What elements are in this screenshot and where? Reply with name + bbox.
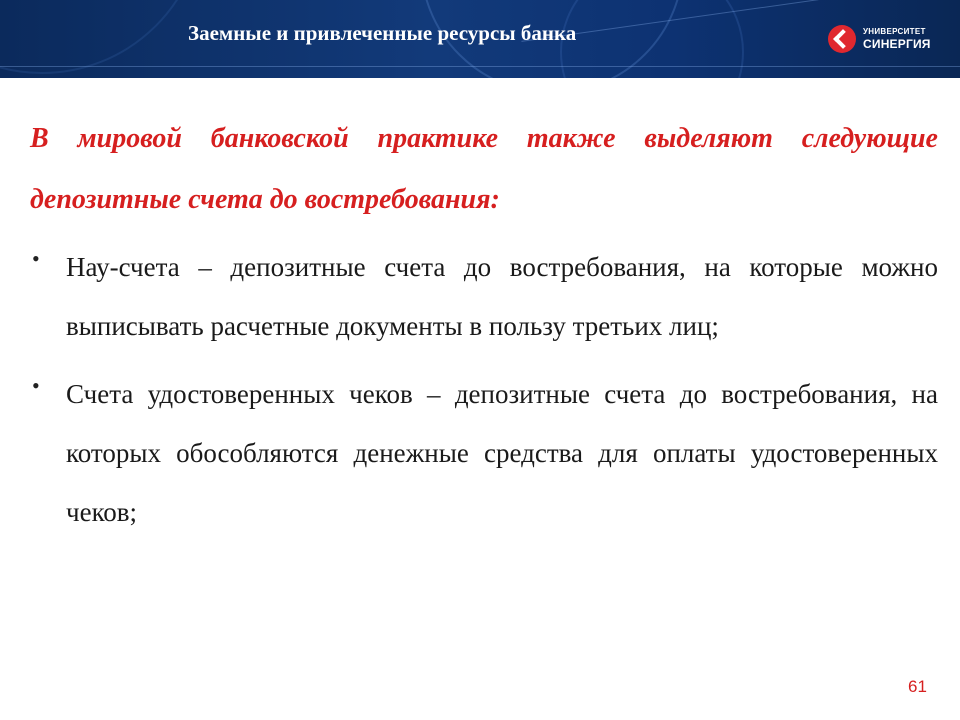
page-number: 61	[908, 677, 927, 696]
slide-body	[30, 108, 938, 551]
slide-title: Заемные и привлеченные ресурсы банка	[188, 21, 577, 45]
decorative-ring	[0, 0, 204, 74]
logo-text	[863, 28, 931, 50]
bullet-dot: •	[32, 373, 40, 398]
list-item	[30, 365, 938, 542]
header-banner	[0, 0, 960, 78]
logo-text-bottom: СИНЕРГИЯ	[863, 37, 931, 51]
university-logo	[828, 23, 931, 55]
list-item-text: Нау-счета – депозитные счета до востребования, на которые можно выписывать расчетные документы в пользу третьих лиц;	[66, 252, 938, 341]
bullet-list	[30, 238, 938, 542]
list-item	[30, 238, 938, 356]
synergy-logo-icon	[828, 25, 856, 53]
logo-text-top: УНИВЕРСИТЕТ	[863, 27, 926, 36]
lead-paragraph: В мировой банковской практике также выделяют следующие депозитные счета до востребования:	[30, 123, 938, 215]
decorative-line	[0, 66, 960, 67]
list-item-text: Счета удостоверенных чеков – депозитные счета до востребования, на которых обособляются денежные средства для оплаты удостоверенных чеков;	[66, 379, 938, 527]
bullet-dot: •	[32, 246, 40, 271]
